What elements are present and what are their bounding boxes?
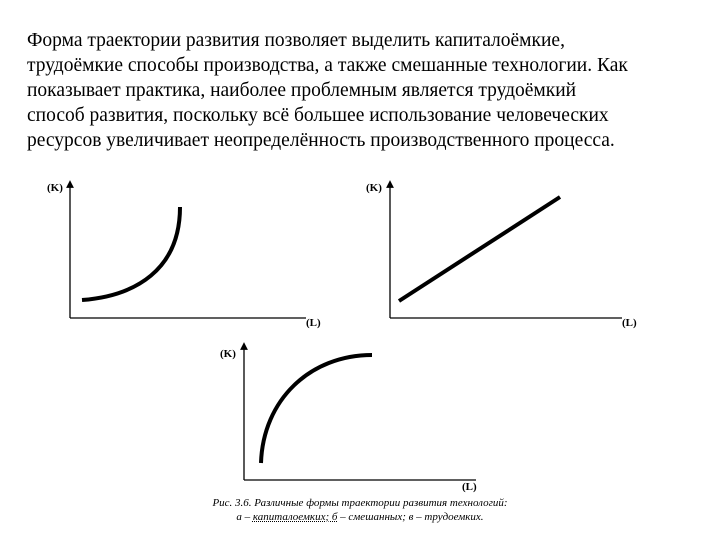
graph-c-curve: [261, 355, 372, 463]
figure-caption-line1: Рис. 3.6. Различные формы траектории развития технологий:: [212, 497, 508, 509]
caption-part: а –: [236, 511, 253, 523]
paragraph-line: показывает практика, наиболее проблемным является трудоёмкий: [27, 80, 577, 101]
graph-c-y-label: (K): [220, 348, 236, 360]
graph-a: [47, 182, 321, 329]
figure-caption-line2: [0, 511, 720, 524]
graph-b-x-label: (L): [622, 317, 637, 329]
graph-c: [220, 346, 477, 493]
paragraph-line: Форма траектории развития позволяет выделить капиталоёмкие,: [27, 30, 565, 51]
graph-b-y-label: (K): [366, 182, 382, 194]
paragraph-line: трудоёмкие способы производства, а также смешанные технологии. Как: [27, 55, 628, 76]
graph-b-line: [399, 197, 560, 301]
caption-underlined-part: капиталоемких; б: [252, 511, 338, 523]
graph-b: [366, 182, 637, 329]
paragraph-line: ресурсов увеличивает неопределённость производственного процесса.: [27, 130, 615, 151]
graph-a-curve: [82, 207, 180, 300]
paragraph-line: способ развития, поскольку всё большее использование человеческих: [27, 105, 609, 126]
graph-a-y-label: (K): [47, 182, 63, 194]
graph-c-x-label: (L): [462, 481, 477, 493]
caption-part: – смешанных; в – трудоемких.: [337, 511, 484, 523]
graph-a-x-label: (L): [306, 317, 321, 329]
